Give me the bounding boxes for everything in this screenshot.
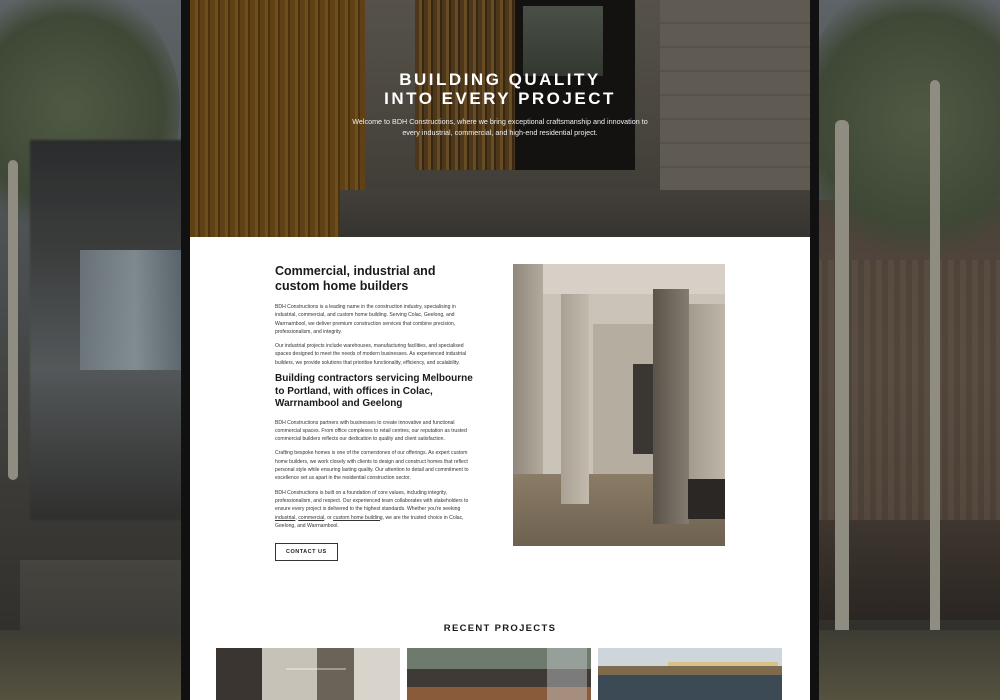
values-paragraph — [275, 489, 475, 530]
photo-ceiling — [543, 264, 725, 294]
link-commercial[interactable]: commercial — [298, 514, 325, 521]
hero-title-line2: INTO EVERY PROJECT — [384, 89, 616, 108]
subsection-heading: Building contractors servicing Melbourne to Portland, with offices in Colac, Warrnambool and Geelong — [275, 373, 473, 410]
photo-bench — [688, 479, 725, 519]
photo-wall-right — [689, 304, 725, 504]
link-separator: , or — [324, 514, 334, 521]
recent-projects-heading: RECENT PROJECTS — [443, 623, 557, 634]
intro-paragraph: BDH Constructions is a leading name in the construction industry, specialising in industrial, commercial, and custom home building. Serving Colac, Geelong, and Warrnambool, we deliver premium construction services that combine precision, professionalism, and integrity. — [275, 304, 456, 335]
hero-title-line1: BUILDING QUALITY — [399, 70, 601, 89]
background-trunk — [8, 160, 18, 480]
values-text-end: , we are the trusted choice in Colac, Geelong, and Warrnambool. — [275, 514, 464, 529]
industrial-paragraph: Our industrial projects include warehouses, manufacturing facilities, and specialised spaces designed to meet the needs of modern businesses. As experienced industrial builders, we provide solutions that prioritise functionality, efficiency, and scalability. — [275, 343, 467, 366]
background-trunk — [930, 80, 940, 700]
link-industrial[interactable]: industrial — [275, 514, 296, 521]
project-thumbnail[interactable] — [216, 648, 400, 700]
intro-content — [275, 264, 475, 561]
photo-pivot-door — [653, 289, 689, 524]
values-text: BDH Constructions is built on a foundation of core values, including integrity, professionalism, and respect. Our experienced team collaborates with stakeholders to ensure every project is delivered to the highest standards. Whether you're seeking — [275, 489, 469, 513]
thumbnail-detail — [547, 648, 587, 700]
custom-homes-paragraph: Crafting bespoke homes is one of the cornerstones of our offerings. As expert custom home builders, we work closely with clients to design and construct homes that reflect personal style while ensuring lasting quality. Our attention to detail and commitment to excellence set us apart in the residential construction sector. — [275, 450, 469, 482]
hero-title — [190, 70, 810, 108]
background-window — [80, 250, 190, 370]
thumbnail-detail — [668, 662, 778, 666]
project-thumbnail[interactable] — [407, 648, 591, 700]
interior-photo — [513, 264, 725, 546]
commercial-paragraph: BDH Constructions partners with businesses to create innovative and functional commercial spaces. From office complexes to retail centres, our reputation as trusted commercial builders reflects our dedication to quality and client satisfaction. — [275, 419, 467, 443]
contact-us-button[interactable]: CONTACT US — [275, 543, 338, 561]
thumbnail-detail — [286, 668, 346, 670]
webpage — [190, 0, 810, 700]
photo-shadow — [633, 364, 653, 454]
photo-column — [561, 294, 589, 504]
link-custom-home-building[interactable]: custom home building — [333, 514, 383, 521]
hero-section — [190, 0, 810, 237]
project-thumbnail[interactable] — [598, 648, 782, 700]
hero-subtitle: Welcome to BDH Constructions, where we bring exceptional craftsmanship and innovation to every industrial, commercial, and high-end residential project. — [352, 117, 648, 137]
link-separator: , — [295, 514, 299, 521]
section-heading: Commercial, industrial and custom home builders — [275, 264, 436, 293]
background-trunk — [835, 120, 849, 700]
